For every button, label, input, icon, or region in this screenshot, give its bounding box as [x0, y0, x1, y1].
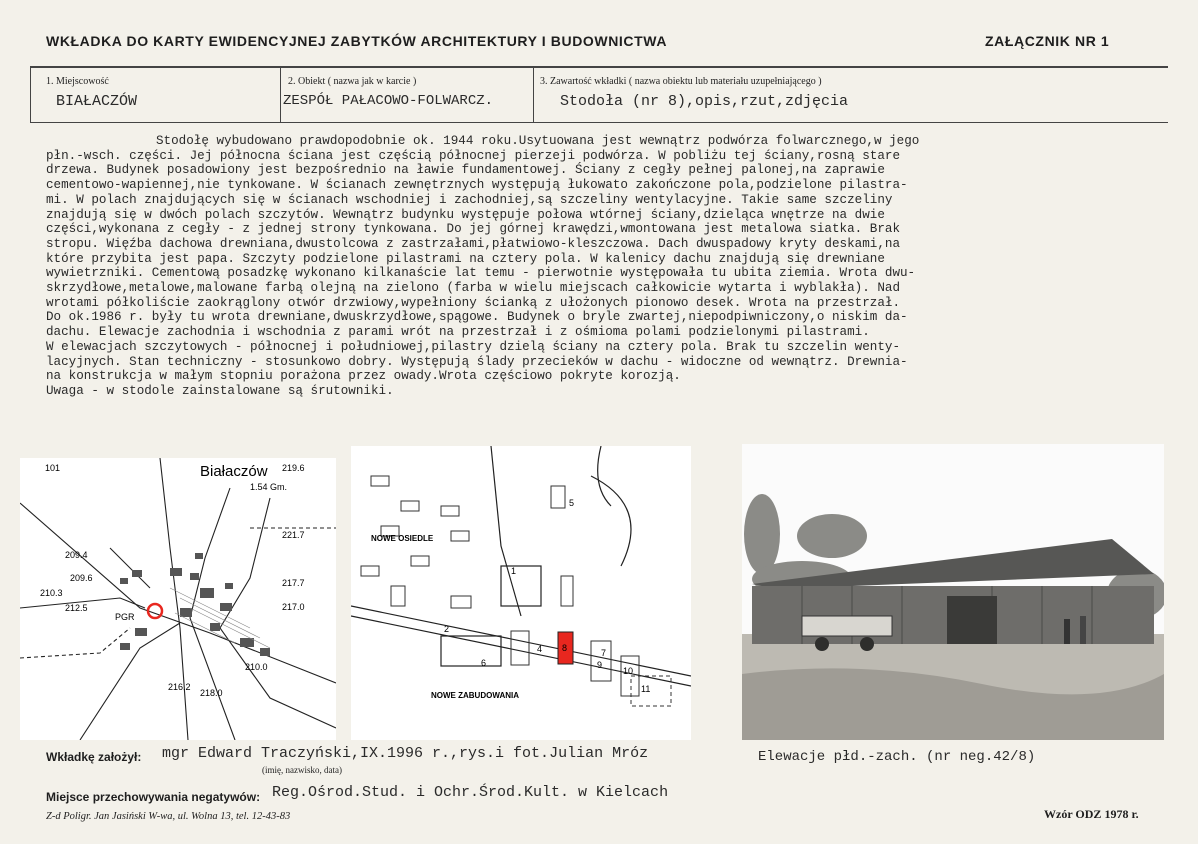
field3-value: Stodoła (nr 8),opis,rzut,zdjęcia — [560, 93, 849, 110]
map-spot-height: 217.7 — [282, 578, 305, 588]
location-map-drawing — [20, 458, 336, 740]
description-line: cementowo-wapiennej,nie tynkowane. W ścianach zewnętrznych występują łukowato zakończone pola,podzielone pilastra- — [46, 178, 908, 193]
fields-left-rule — [30, 66, 31, 123]
barn-photo — [742, 444, 1164, 740]
photo-caption: Elewacje płd.-zach. (nr neg.42/8) — [758, 749, 1036, 765]
location-map — [20, 458, 336, 740]
plan-number: 4 — [537, 644, 543, 654]
plan-number: 8 — [562, 643, 568, 653]
description-line: W elewacjach szczytowych - północnej i południowej,pilastry dzielą ściany na cztery pola. Brak tu szczelin wenty- — [46, 339, 900, 354]
description-line: stropu. Więźba dachowa drewniana,dwustolcowa z zastrzałami,płatwiowo-kleszczowa. Dach dwuspadowy kryty deskami,na — [46, 236, 900, 251]
description-line: Stodołę wybudowano prawdopodobnie ok. 1944 roku.Usytuowana jest wewnątrz podwórza folwarcznego,w jego — [156, 134, 920, 148]
map-spot-height: 209.6 — [70, 573, 93, 583]
description-line: dachu. Elewacje zachodnia i wschodnia z parami wrót na przestrzał i z ośmioma polami podzielonymi pilastrami. — [46, 325, 870, 340]
site-plan-drawing — [351, 446, 691, 740]
description-text — [46, 134, 1196, 399]
field1-value: BIAŁACZÓW — [56, 93, 138, 110]
plan-number: 6 — [481, 658, 487, 668]
description-line: znajdują się w dwóch polach szczytów. Wewnątrz budynku występuje połowa wtórnej ściany,dzieląca wnętrze na dwie — [46, 207, 885, 222]
annex-number: ZAŁĄCZNIK NR 1 — [985, 33, 1110, 49]
plan-number: 10 — [623, 666, 634, 676]
description-line: części,wykonana z cegły - z jednej strony tynkowana. Do jej górnej krawędzi,wmontowana jest metalowa siatka. Brak — [46, 222, 900, 237]
map-spot-height: 217.0 — [282, 602, 305, 612]
description-line: wrotami półkoliście zaokrąglony otwór drzwiowy,wypełniony ścianką z ułożonych pionowo desek. Wrota na przestrzał. — [46, 295, 900, 310]
storage-label: Miejsce przechowywania negatywów: — [46, 790, 261, 804]
map-spot-height: 210.0 — [245, 662, 268, 672]
description-line: płn.-wsch. części. Jej północna ściana jest częścią północnej pierzeji podwórza. W pobliżu tej ściany,rosną stare — [46, 148, 900, 163]
form-model: Wzór ODZ 1978 r. — [1044, 807, 1139, 821]
map-spot-height: 209.4 — [65, 550, 88, 560]
fields-bottom-rule — [30, 122, 1168, 123]
map-spot-height: 210.3 — [40, 588, 63, 598]
founder-label: Wkładkę założył: — [46, 750, 142, 764]
description-line: drzewa. Budynek posadowiony jest bezpośrednio na ławie fundamentowej. Ściany z cegły pełnej palonej,na zaprawie — [46, 163, 885, 178]
plan-number: 2 — [444, 624, 450, 634]
plan-number: 5 — [569, 498, 575, 508]
site-plan — [351, 446, 691, 740]
description-line: Uwaga - w stodole zainstalowane są śrutowniki. — [46, 383, 394, 398]
plan-label-estate: NOWE OSIEDLE — [371, 534, 434, 543]
map-spot-height: 216.2 — [168, 682, 191, 692]
map-spot-height: 219.6 — [282, 463, 305, 473]
field2-value: ZESPÓŁ PAŁACOWO-FOLWARCZ. — [283, 93, 494, 109]
map-spot-height: 101 — [45, 463, 61, 473]
location-marker — [148, 604, 162, 618]
description-line: na konstrukcja w małym stopniu porażona przez owady.Wrota częściowo pokryte korozją. — [46, 369, 681, 384]
field1-label: 1. Miejscowość — [46, 76, 109, 87]
plan-number: 1 — [511, 566, 517, 576]
founder-hint: (imię, nazwisko, data) — [262, 765, 342, 775]
description-line: wywietrzniki. Cementową posadzkę wykonano kilkanaście lat temu - pierwotnie występowała tu ubita ziemia. Wrota dwu- — [46, 266, 916, 281]
barn-photo-drawing — [742, 444, 1164, 740]
plan-number: 9 — [597, 660, 603, 670]
field3-label: 3. Zawartość wkładki ( nazwa obiektu lub materiału uzupełniającego ) — [540, 76, 822, 87]
field-divider-2 — [533, 66, 534, 123]
map-town-name: Białaczów — [200, 463, 268, 480]
printer-imprint: Z-d Poligr. Jan Jasiński W-wa, ul. Wolna 13, tel. 12-43-83 — [46, 811, 291, 822]
description-line: mi. W polach znajdujących się w ścianach wschodniej i zachodniej,są szczeliny wentylacyjne. Takie same szczeliny — [46, 192, 893, 207]
description-line: lacyjnych. Stan techniczny - stosunkowo dobry. Występują ślady przecieków w dachu - widoczne od wewnątrz. Drewnia- — [46, 354, 908, 369]
map-town-sub: 1.54 Gm. — [250, 482, 288, 492]
description-line: które przybita jest papa. Szczyty podzielone pilastrami na cztery pola. W kalenicy dachu znajdują się drewniane — [46, 251, 885, 266]
field-divider-1 — [280, 66, 281, 123]
plan-number: 11 — [641, 684, 651, 694]
plan-label-new-buildings: NOWE ZABUDOWANIA — [431, 691, 519, 700]
field2-label: 2. Obiekt ( nazwa jak w karcie ) — [288, 76, 417, 87]
storage-value: Reg.Ośrod.Stud. i Ochr.Środ.Kult. w Kielcach — [272, 784, 669, 801]
founder-value: mgr Edward Traczyński,IX.1996 r.,rys.i fot.Julian Mróz — [162, 745, 649, 762]
map-spot-height: 221.7 — [282, 530, 305, 540]
map-spot-height: 212.5 — [65, 603, 88, 613]
map-spot-height: 218.0 — [200, 688, 223, 698]
header-rule — [30, 66, 1168, 68]
map-pgr-label: PGR — [115, 612, 135, 622]
description-line: skrzydłowe,metalowe,malowane farbą olejną na zielono (farba w wielu miejscach całkowicie wytarta i wyblakła). Nad — [46, 281, 900, 296]
description-line: Do ok.1986 r. były tu wrota drewniane,dwuskrzydłowe,spągowe. Budynek o bryle zwartej,niepodpiwniczony,o niskim da- — [46, 310, 908, 325]
plan-number: 7 — [601, 648, 607, 658]
card-title: WKŁADKA DO KARTY EWIDENCYJNEJ ZABYTKÓW ARCHITEKTURY I BUDOWNICTWA — [46, 33, 668, 49]
